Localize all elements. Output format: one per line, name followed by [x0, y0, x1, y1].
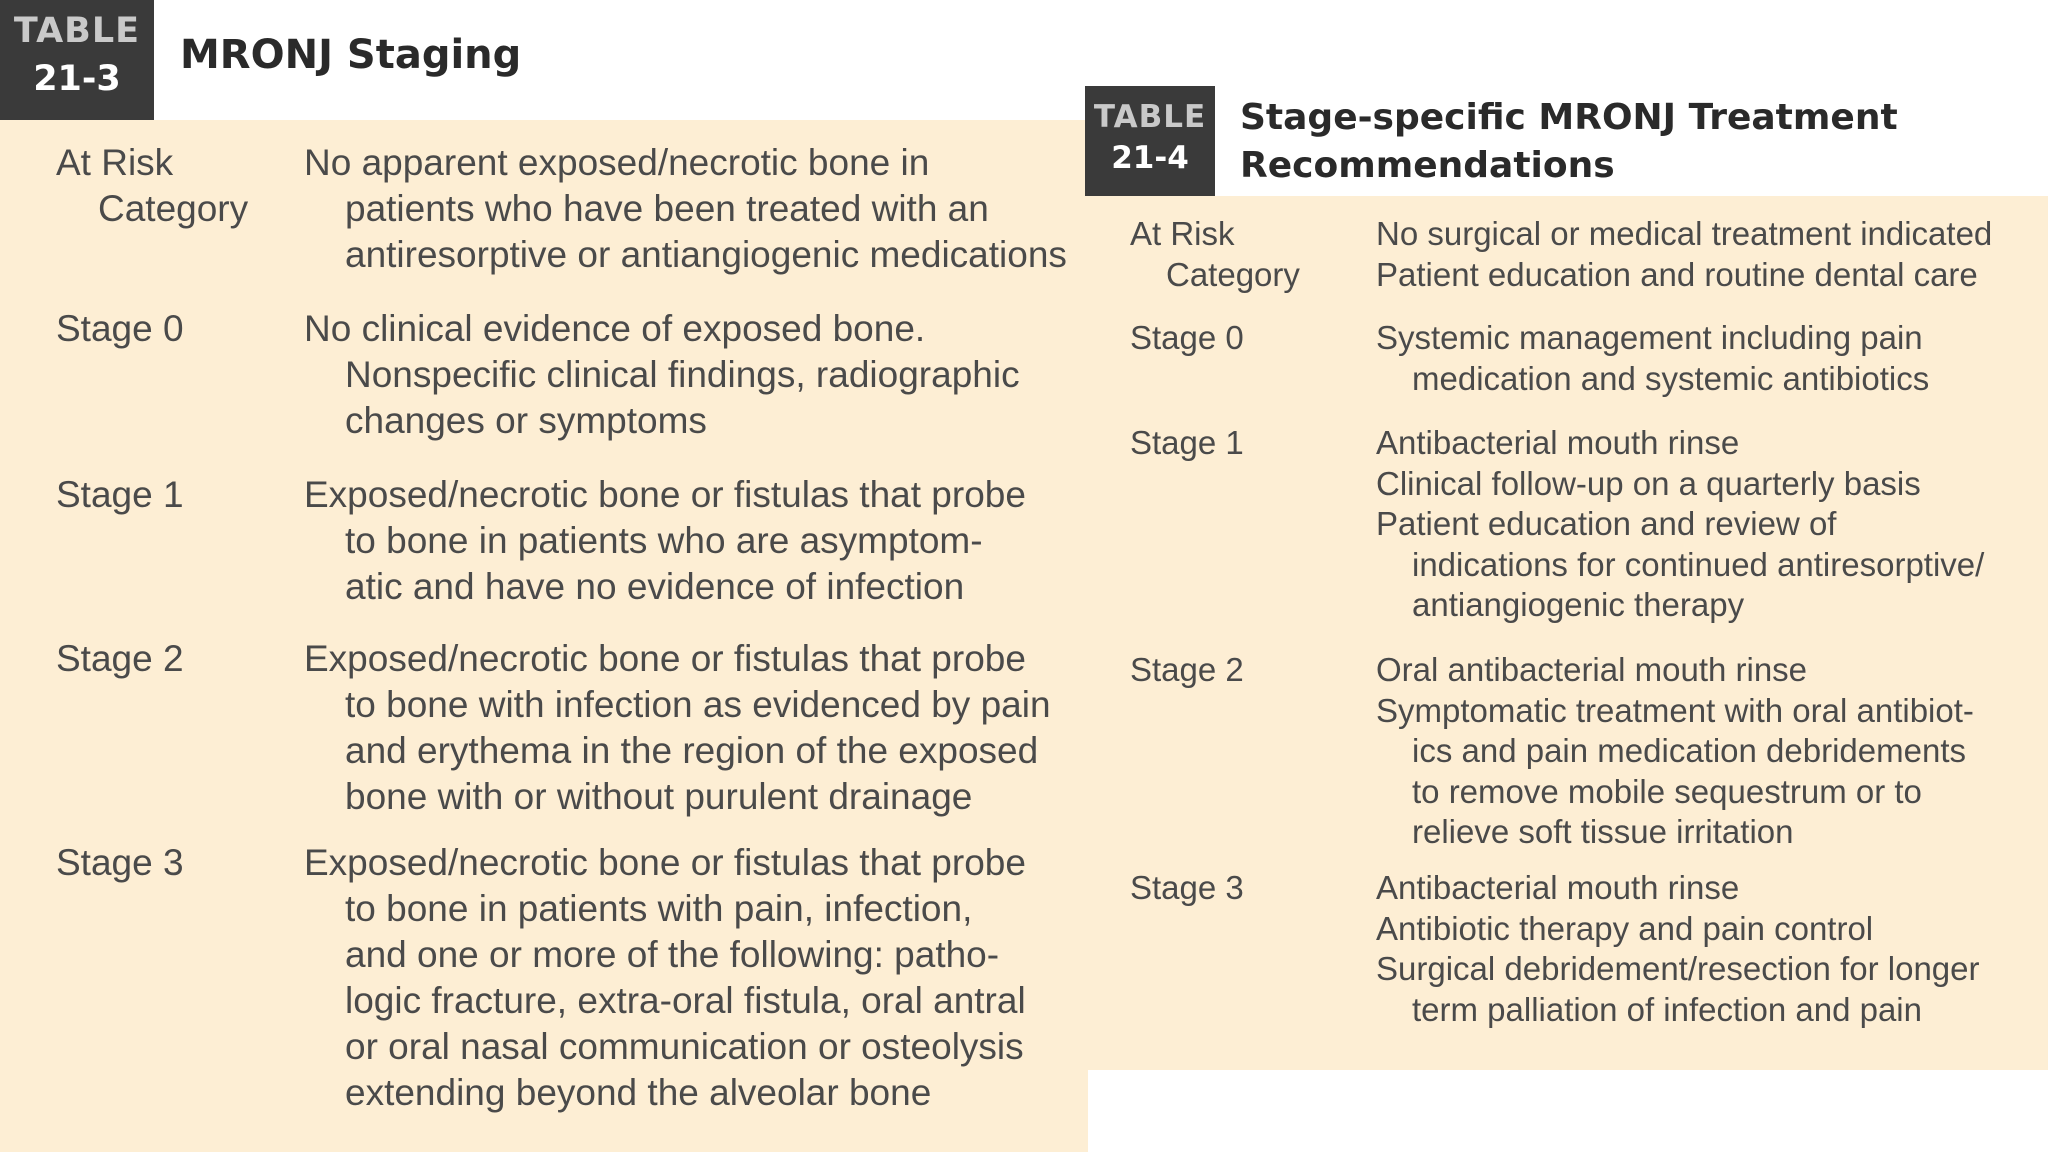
treatment-line: Antibacterial mouth rinse [1376, 424, 1740, 461]
treatment-line: Symptomatic treatment with oral antibiot- [1376, 691, 1974, 729]
stage-description: Exposed/necrotic bone or fistulas that probe to bone in patients with pain, infection, and one or more of the following: patho- logic fracture, extra-oral fistula, oral antral or oral nasal communication or osteolysis extending beyond the alveolar bone [304, 842, 1026, 1113]
stage-description: Exposed/necrotic bone or fistulas that probe to bone in patients who are asymptom- atic and have no evidence of infection [304, 474, 1026, 607]
table-21-3-header [0, 0, 1088, 120]
treatment-line: indications for continued antiresorptive/ [1412, 545, 1985, 583]
treatment-list [1376, 318, 1929, 399]
stage-label: At Risk Category [56, 142, 249, 229]
stage-label: Stage 3 [1130, 869, 1244, 906]
treatment-line: term palliation of infection and pain [1412, 990, 1922, 1028]
treatment-line: Surgical debridement/resection for longer [1376, 950, 1980, 987]
treatment-list [1376, 868, 1980, 1030]
treatment-line: Patient education and routine dental care [1376, 255, 1978, 293]
table-21-3-badge [0, 0, 154, 120]
treatment-line: Patient education and review of [1376, 505, 1837, 542]
table-21-4-title-line: Recommendations [1240, 145, 1615, 186]
treatment-line: Systemic management including pain [1376, 319, 1923, 356]
table-21-4-badge-number: 21-4 [1111, 140, 1189, 176]
treatment-line: Antibiotic therapy and pain control [1376, 909, 1874, 947]
stage-description: Exposed/necrotic bone or fistulas that probe to bone with infection as evidenced by pain and erythema in the region of the exposed bone with or without purulent drainage [304, 638, 1051, 817]
treatment-line: antiangiogenic therapy [1412, 586, 1745, 623]
treatment-line: ics and pain medication debridements [1412, 732, 1966, 769]
stage-label: Stage 0 [1130, 319, 1244, 356]
table-21-3-badge-word: TABLE [13, 11, 141, 51]
treatment-line: to remove mobile sequestrum or to [1412, 772, 1922, 810]
treatment-line: Clinical follow-up on a quarterly basis [1376, 464, 1921, 502]
treatment-line: Antibacterial mouth rinse [1376, 869, 1740, 906]
stage-label: Stage 1 [56, 474, 184, 515]
stage-label: At Risk Category [1130, 215, 1300, 293]
stage-label: Stage 0 [56, 308, 184, 349]
treatment-list [1376, 650, 1974, 853]
stage-description: No apparent exposed/necrotic bone in patients who have been treated with an antiresorptive or antiangiogenic medications [304, 142, 1067, 275]
treatment-line: relieve soft tissue irritation [1412, 813, 1794, 850]
stage-description: No clinical evidence of exposed bone. Nonspecific clinical findings, radiographic changes or symptoms [304, 308, 1020, 441]
stage-label: Stage 2 [1130, 651, 1244, 688]
treatment-list [1376, 423, 1984, 626]
stage-label: Stage 1 [1130, 424, 1244, 461]
table-21-4-title [1240, 94, 1898, 190]
table-21-3-title: MRONJ Staging [180, 32, 522, 78]
treatment-line: medication and systemic antibiotics [1412, 359, 1930, 397]
treatment-line: No surgical or medical treatment indicated [1376, 215, 1993, 252]
table-21-4-badge-word: TABLE [1093, 99, 1207, 135]
table-21-4-badge [1085, 86, 1215, 196]
treatment-list [1376, 214, 1992, 295]
table-21-3-badge-number: 21-3 [33, 59, 121, 99]
treatment-line: Oral antibacterial mouth rinse [1376, 651, 1808, 688]
table-21-4-title-line: Stage-specific MRONJ Treatment [1240, 97, 1898, 138]
stage-label: Stage 2 [56, 638, 184, 679]
stage-label: Stage 3 [56, 842, 184, 883]
